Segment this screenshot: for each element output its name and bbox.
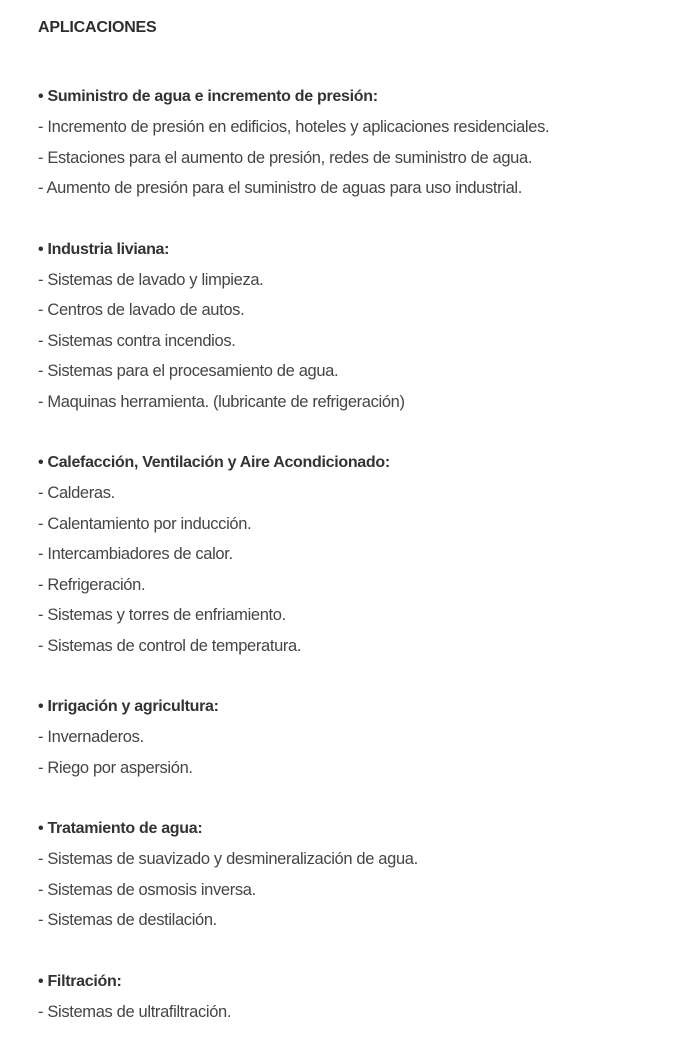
section-list: [38, 265, 678, 418]
section-heading: • Tratamiento de agua:: [38, 820, 203, 837]
list-item: - Sistemas de osmosis inversa.: [38, 880, 256, 899]
list-item: - Sistemas de destilación.: [38, 911, 217, 929]
list-item: - Sistemas de ultrafiltración.: [38, 1002, 232, 1021]
section-heading: • Suministro de agua e incremento de presión:: [38, 88, 378, 105]
section-heading: • Irrigación y agricultura:: [38, 698, 219, 715]
list-item: - Calderas.: [38, 484, 115, 502]
section-water-treatment: [38, 814, 678, 936]
section-list: [38, 478, 678, 661]
applications-document: [38, 14, 678, 1058]
section-list: [38, 112, 678, 204]
section-list: [38, 844, 678, 936]
list-item: - Centros de lavado de autos.: [38, 301, 245, 319]
list-item: - Refrigeración.: [38, 575, 146, 594]
section-heading: • Filtración:: [38, 972, 122, 990]
section-hvac: [38, 448, 678, 661]
section-heading: • Industria liviana:: [38, 240, 170, 258]
list-item: - Aumento de presión para el suministro de aguas para uso industrial.: [38, 179, 522, 197]
list-item: - Sistemas y torres de enfriamiento.: [38, 606, 286, 624]
list-item: - Sistemas de control de temperatura.: [38, 636, 302, 655]
list-item: - Intercambiadores de calor.: [38, 545, 233, 563]
list-item: - Sistemas contra incendios.: [38, 331, 236, 350]
section-water-supply: [38, 82, 678, 204]
list-item: - Sistemas de suavizado y desmineralización de agua.: [38, 850, 418, 868]
list-item: - Estaciones para el aumento de presión, redes de suministro de agua.: [38, 148, 533, 167]
list-item: - Calentamiento por inducción.: [38, 514, 252, 533]
list-item: - Incremento de presión en edificios, hoteles y aplicaciones residenciales.: [38, 118, 550, 136]
section-irrigation: [38, 692, 678, 783]
list-item: - Sistemas para el procesamiento de agua.: [38, 362, 339, 380]
list-item: - Sistemas de lavado y limpieza.: [38, 270, 264, 289]
list-item: - Invernaderos.: [38, 728, 144, 746]
section-filtration: [38, 967, 678, 1028]
section-light-industry: [38, 235, 678, 418]
list-item: - Riego por aspersión.: [38, 758, 193, 777]
section-list: [38, 722, 678, 783]
list-item: - Maquinas herramienta. (lubricante de refrigeración): [38, 392, 405, 411]
section-list: [38, 997, 678, 1028]
section-heading: • Calefacción, Ventilación y Aire Acondicionado:: [38, 454, 390, 471]
page-title: APLICACIONES: [38, 19, 157, 36]
